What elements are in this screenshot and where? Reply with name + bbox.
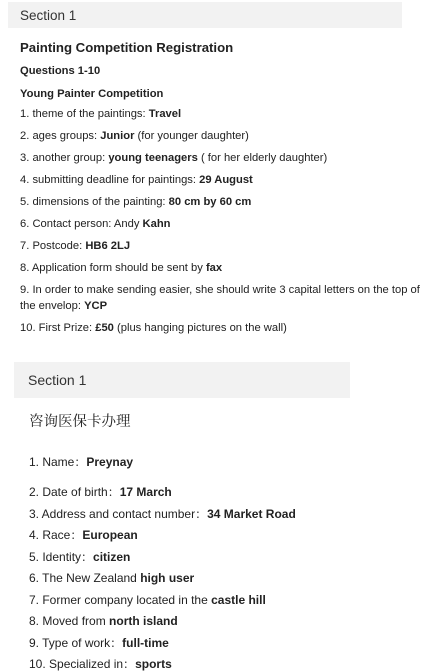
item-answer: Kahn — [142, 218, 171, 230]
list-item — [20, 194, 420, 210]
page-title: Painting Competition Registration — [20, 40, 234, 55]
item-answer: European — [82, 528, 138, 542]
item-text: 8. Application form should be sent by — [20, 262, 206, 274]
item-answer: sports — [135, 657, 172, 671]
list-item — [20, 216, 420, 232]
list-item — [20, 260, 420, 276]
competition-label: Young Painter Competition — [20, 88, 164, 100]
list-item — [29, 613, 409, 629]
item-text: 7. Postcode: — [20, 240, 86, 252]
list-item — [20, 282, 420, 314]
section-header — [8, 2, 402, 28]
list-item — [29, 635, 409, 651]
item-answer: north island — [109, 614, 178, 628]
insurance-block — [29, 410, 409, 672]
item-answer: Preynay — [86, 455, 134, 469]
item-text: 7. Former company located in the — [29, 592, 212, 607]
item-answer: high user — [140, 571, 195, 585]
item-answer: fax — [205, 262, 223, 274]
item-note: (for younger daughter) — [134, 130, 249, 142]
list-item — [20, 150, 420, 166]
item-text: 6. The New Zealand — [29, 571, 141, 585]
list-item — [29, 656, 409, 672]
item-text: 5. Identity： — [29, 549, 94, 564]
list-item — [20, 106, 420, 122]
list-item — [20, 128, 420, 144]
item-text: 3. another group: — [20, 152, 109, 164]
item-answer: HB6 2LJ — [85, 240, 131, 252]
list-item — [20, 320, 420, 336]
item-text: 5. dimensions of the painting: — [20, 196, 169, 208]
item-answer: YCP — [84, 300, 108, 312]
item-text: 4. submitting deadline for paintings: — [20, 174, 200, 186]
item-text: 6. Contact person: Andy — [20, 218, 143, 230]
section-title: 咨询医保卡办理 — [29, 414, 131, 430]
section-header-label: Section 1 — [20, 7, 77, 23]
questions-label: Questions 1-10 — [20, 65, 101, 77]
item-text: 9. In order to make sending easier, she should write 3 capital letters on the top of the envelop: — [20, 284, 420, 312]
list-item — [29, 484, 409, 500]
item-text: 3. Address and contact number： — [29, 506, 208, 521]
item-text: 2. ages groups: — [20, 130, 101, 142]
item-answer: castle hill — [211, 592, 266, 607]
item-note: (plus hanging pictures on the wall) — [113, 322, 287, 334]
item-answer: citizen — [93, 549, 131, 564]
item-text: 10. First Prize: — [20, 322, 96, 334]
item-answer: full-time — [122, 635, 169, 650]
list-item — [29, 506, 409, 522]
list-item — [29, 527, 409, 543]
item-text: 4. Race： — [29, 528, 83, 542]
item-answer: young teenagers — [108, 152, 198, 164]
item-note: ( for her elderly daughter) — [197, 152, 328, 164]
item-text: 1. Name： — [29, 455, 87, 469]
item-text: 9. Type of work： — [29, 635, 123, 650]
item-answer: 80 cm by 60 cm — [168, 196, 252, 208]
item-text: 1. theme of the paintings: — [20, 108, 149, 120]
list-item — [29, 454, 409, 470]
item-answer: 34 Market Road — [207, 506, 296, 521]
item-answer: £50 — [95, 322, 114, 334]
list-item — [29, 549, 409, 565]
registration-block — [20, 38, 420, 336]
item-answer: Junior — [100, 130, 135, 142]
item-text: 2. Date of birth： — [29, 485, 120, 499]
section-header — [14, 362, 350, 398]
item-answer: 17 March — [119, 485, 172, 499]
item-answer: 29 August — [199, 174, 253, 186]
item-text: 10. Specialized in： — [29, 657, 136, 671]
section-header-label: Section 1 — [28, 372, 87, 388]
item-answer: Travel — [148, 108, 182, 120]
list-item — [20, 172, 420, 188]
list-item — [20, 238, 420, 254]
item-text: 8. Moved from — [29, 614, 110, 628]
list-item — [29, 592, 409, 608]
list-item — [29, 570, 409, 586]
